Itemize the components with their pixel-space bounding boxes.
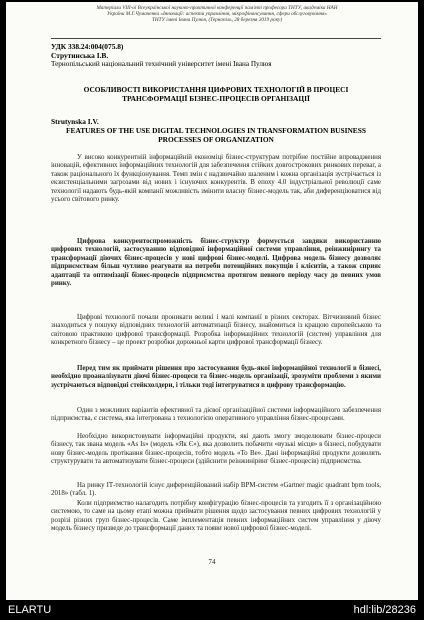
paragraph-2: Цифрова конкурентоспроможність бізнес-структур формується завдяки використанню цифрових технологій, застосуванню відповідної інформаційної системи управління, реінжинірингу та трансформації діючих бізнес-процесів у нові цифрові бізнес-моделі. Цифрова модель бізнесу дозволяє підприємствам більш чутливо реагувати на потреби потенційних покупців і клієнтів, а також сприяє адаптації та оптимізації бізнес-процесів підприємства протягом певного періоду часу до певних умов ринку. <box>51 238 381 288</box>
conference-header <box>36 5 398 24</box>
paragraph-1: У високо конкурентній інформаційній економіці бізнес-структурам потрібне постійне впровадження інновацій, ефективних інформаційних технологій для забезпечення стійких довгострокових ринкових переваг, а також раціонального їх функціонування. Темп змін є надзвичайно шаленим і кожна організація зустрічається із екзистенціальними загрозами від нових і існуючих конкурентів. В епоху 4.0 індустріальної революції саме технології надають будь-якій компанії можливість змінити власну бізнес-модель так, аби диференціюватися від усього світового ринку. <box>51 154 381 204</box>
title-ua: ОСОБЛИВОСТІ ВИКОРИСТАННЯ ЦИФРОВИХ ТЕХНОЛОГІЙ В ПРОЦЕСІ ТРАНСФОРМАЦІЇ БІЗНЕС-ПРОЦЕСІВ ОРГАНІЗАЦІЇ <box>83 85 349 103</box>
header-line-1: Матеріали VIII-ої Всеукраїнської науково-практичної конференції пам'яті професора ТНТУ, академіка НАН <box>96 5 338 11</box>
repository-footer <box>0 600 424 620</box>
header-line-3: ТНТУ імені Івана Пулюя, (Тернопіль, 28 березня 2019 року) <box>151 17 283 24</box>
paragraph-4: Перед тим як приймати рішення про застосування будь-якої інформаційної технології в бізнесі, необхідно проаналізувати діючі бізнес-процеси та бізнес-модель організації, зрозуміти проблеми з якими зустрічаються відповідні стейкхолдери, і тільки тоді інтегруватися в цифрову трансформацію. <box>51 365 381 389</box>
paragraph-6: Необхідно використовувати інформаційні продукти, які дають змогу змоделювати бізнес-процеси бізнесу, так звана модель «As Is» (модель «Як Є»), яка дозволить побачити «вузькі місця» в бізнесі, побудувати нову бізнес-модель протікання бізнес-процесів, тобто модель «To Be». Дані інформаційні продукти дозволять структурувати та автоматизувати бізнес-процеси (здійснити реінжиніринг бізнес-процесів) підприємства. <box>51 433 381 466</box>
header-divider <box>51 38 381 39</box>
udc-code: УДК 338.24:004(075.8) <box>51 42 124 51</box>
author-ua: Струтинська І.В. <box>51 51 109 60</box>
document-page <box>6 2 418 600</box>
paragraph-7: На ринку ІТ-технологій існує диференційований набір BPM-систем «Gartner magic quadrant bpm tools, 2018» (табл. 1). <box>51 482 381 498</box>
header-line-2: України М.Г.Чумаченка «Інновації: аспекти управління, мікрофінансування, сфери обслуговування» <box>106 11 328 18</box>
title-en: FEATURES OF THE USE DIGITAL TECHNOLOGIES IN TRANSFORMATION BUSINESS PROCESSES OF ORGANIZATION <box>66 126 366 144</box>
paragraph-8: Коли підприємство налагодить потрібну конфігурацію бізнес-процесів та узгодить її з організаційною системою, то саме на цьому етапі можна приймати рішення щодо застосування певних цифрових технологій у розрізі різних груп бізнес-процесів. Саме імплементація певних інформаційних систем управління у діючу модель бізнесу призведе до трансформації даних та появи нової цифрової бізнес-моделі. <box>51 500 381 533</box>
footer-handle: hdl:lib/28236 <box>353 604 416 616</box>
paragraph-3: Цифрові технології почали проникати великі і малі компанії в різних секторах. Вітчизняний бізнес знаходиться у пошуку відповідних технологій автоматизації бізнесу, знайомиться із кращою європейською та світовою практикою цифрової трансформації. Розробка інформаційних технологій (систем) управління для конкретного бізнесу – це проект розробки дорожньої карти цифрової трансформації бізнесу. <box>51 314 381 347</box>
affiliation: Тернопільський національний технічний університет імені Івана Пулюя <box>51 60 272 68</box>
paragraph-5: Один з можливих варіантів ефективної та дієвої організаційної системи інформаційного забезпечення підприємства, є система, яка інтегрована з технологією оперативного управління бізнес-процесами. <box>51 407 381 423</box>
page-number: 74 <box>208 558 216 566</box>
author-en: Strutynska I.V. <box>51 117 99 126</box>
footer-left-label: ELARTU <box>8 604 52 616</box>
